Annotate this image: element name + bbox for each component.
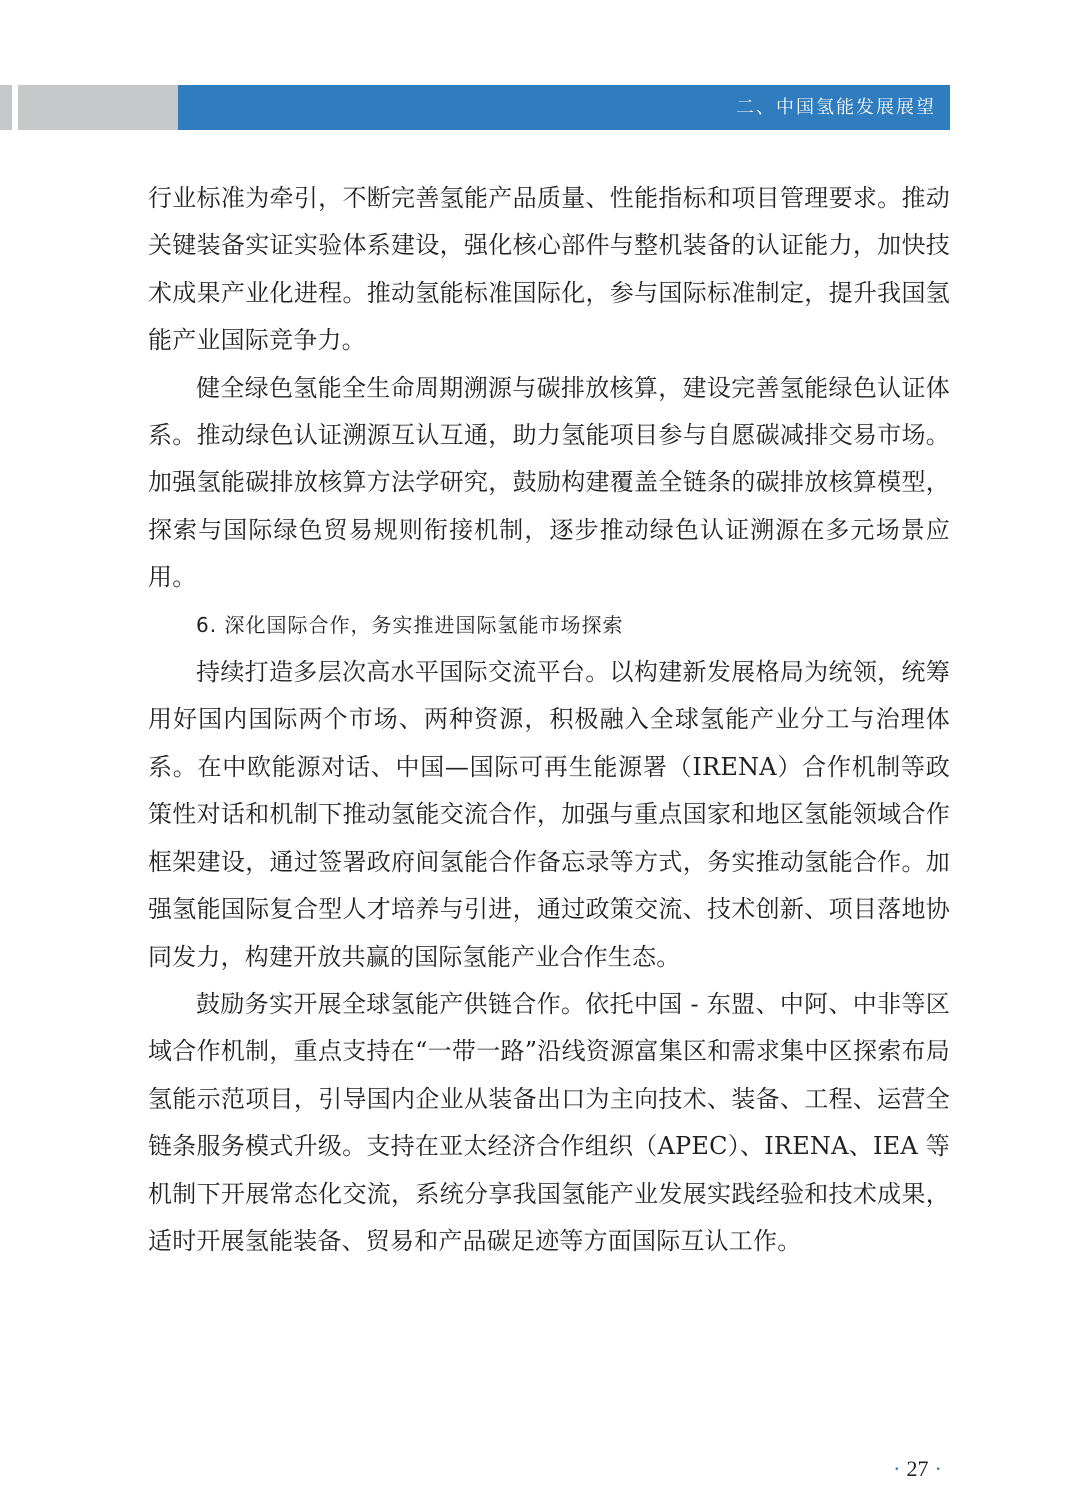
body-paragraph: 行业标准为牵引，不断完善氢能产品质量、性能指标和项目管理要求。推动关键装备实证实验体系建设，强化核心部件与整机装备的认证能力，加快技术成果产业化进程。推动氢能标准国际化，参与国际标准制定，提升我国氢能产业国际竞争力。 [148, 184, 950, 355]
section-subheading: 6. 深化国际合作，务实推进国际氢能市场探索 [196, 612, 624, 637]
page-number: 27 [906, 1456, 929, 1481]
page-number-dot-left: · [893, 1456, 901, 1481]
section-title: 二、中国氢能发展展望 [736, 97, 936, 118]
body-paragraph: 鼓励务实开展全球氢能产供链合作。依托中国 - 东盟、中阿、中非等区域合作机制，重点支持在“一带一路”沿线资源富集区和需求集中区探索布局氢能示范项目，引导国内企业从装备出口为主向技术、装备、工程、运营全链条服务模式升级。支持在亚太经济合作组织（APEC）、IRENA、IEA 等机制下开展常态化交流，系统分享我国氢能产业发展实践经验和技术成果，适时开展氢能装备、贸易和产品碳足迹等方面国际互认工作。 [148, 989, 950, 1255]
body-paragraph: 健全绿色氢能全生命周期溯源与碳排放核算，建设完善氢能绿色认证体系。推动绿色认证溯源互认互通，助力氢能项目参与自愿碳减排交易市场。加强氢能碳排放核算方法学研究，鼓励构建覆盖全链条的碳排放核算模型，探索与国际绿色贸易规则衔接机制，逐步推动绿色认证溯源在多元场景应用。 [148, 373, 950, 592]
page-number-dot-right: · [934, 1456, 942, 1481]
header-blue-band [178, 85, 950, 130]
header-gray-stripe [18, 85, 178, 130]
body-paragraph: 持续打造多层次高水平国际交流平台。以构建新发展格局为统领，统筹用好国内国际两个市场、两种资源，积极融入全球氢能产业分工与治理体系。在中欧能源对话、中国—国际可再生能源署（IRENA）合作机制等政策性对话和机制下推动氢能交流合作，加强与重点国家和地区氢能领域合作框架建设，通过签署政府间氢能合作备忘录等方式，务实推动氢能合作。加强氢能国际复合型人才培养与引进，通过政策交流、技术创新、项目落地协同发力，构建开放共赢的国际氢能产业合作生态。 [148, 658, 950, 971]
header-gray-stripe-left [0, 85, 12, 130]
page-body [148, 175, 950, 1265]
page-number-footer [870, 1456, 965, 1482]
section-header-bar [0, 85, 950, 130]
